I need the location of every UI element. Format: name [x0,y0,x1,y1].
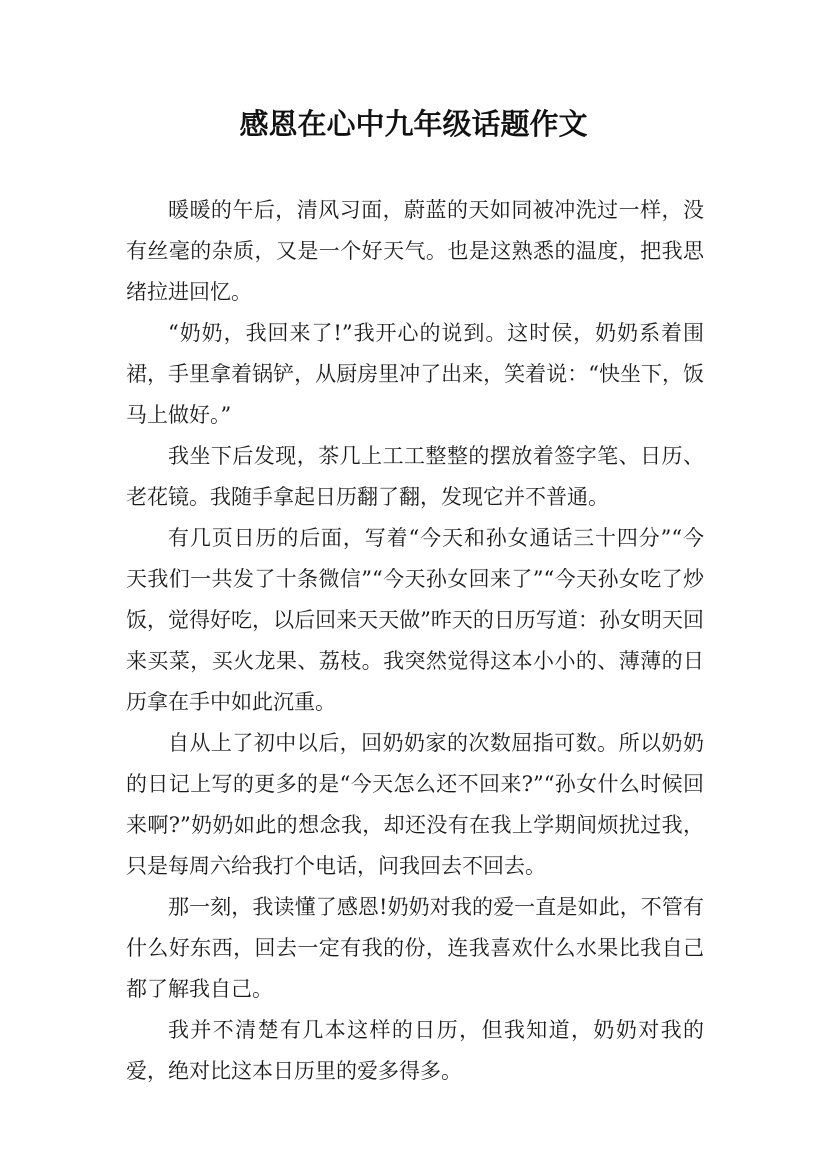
paragraph-2: “奶奶，我回来了!”我开心的说到。这时侯，奶奶系着围裙，手里拿着锅铲，从厨房里冲了出来，笑着说：“快坐下，饭马上做好。” [126,321,704,427]
paragraph-1: 暖暖的午后，清风习面，蔚蓝的天如同被冲洗过一样，没有丝毫的杂质，又是一个好天气。也是这熟悉的温度，把我思绪拉进回忆。 [126,198,704,304]
paragraph-5: 自从上了初中以后，回奶奶家的次数屈指可数。所以奶奶的日记上写的更多的是“今天怎么还不回来?”“孙女什么时候回来啊?”奶奶如此的想念我，却还没有在我上学期间烦扰过我，只是每周六给我打个电话，问我回去不回去。 [126,731,704,878]
paragraph-4: 有几页日历的后面，写着“今天和孙女通话三十四分”“今天我们一共发了十条微信”“今天孙女回来了”“今天孙女吃了炒饭，觉得好吃，以后回来天天做”昨天的日历写道：孙女明天回来买菜，买火龙果、荔枝。我突然觉得这本小小的、薄薄的日历拿在手中如此沉重。 [126,526,704,714]
paragraph-6: 那一刻，我读懂了感恩!奶奶对我的爱一直是如此，不管有什么好东西，回去一定有我的份，连我喜欢什么水果比我自己都了解我自己。 [126,895,704,1001]
document-title: 感恩在心中九年级话题作文 [239,107,588,141]
paragraph-7: 我并不清楚有几本这样的日历，但我知道，奶奶对我的爱，绝对比这本日历里的爱多得多。 [126,1018,704,1083]
document-body [126,190,704,1092]
paragraph-3: 我坐下后发现，茶几上工工整整的摆放着签字笔、日历、老花镜。我随手拿起日历翻了翻，发现它并不普通。 [126,444,704,509]
